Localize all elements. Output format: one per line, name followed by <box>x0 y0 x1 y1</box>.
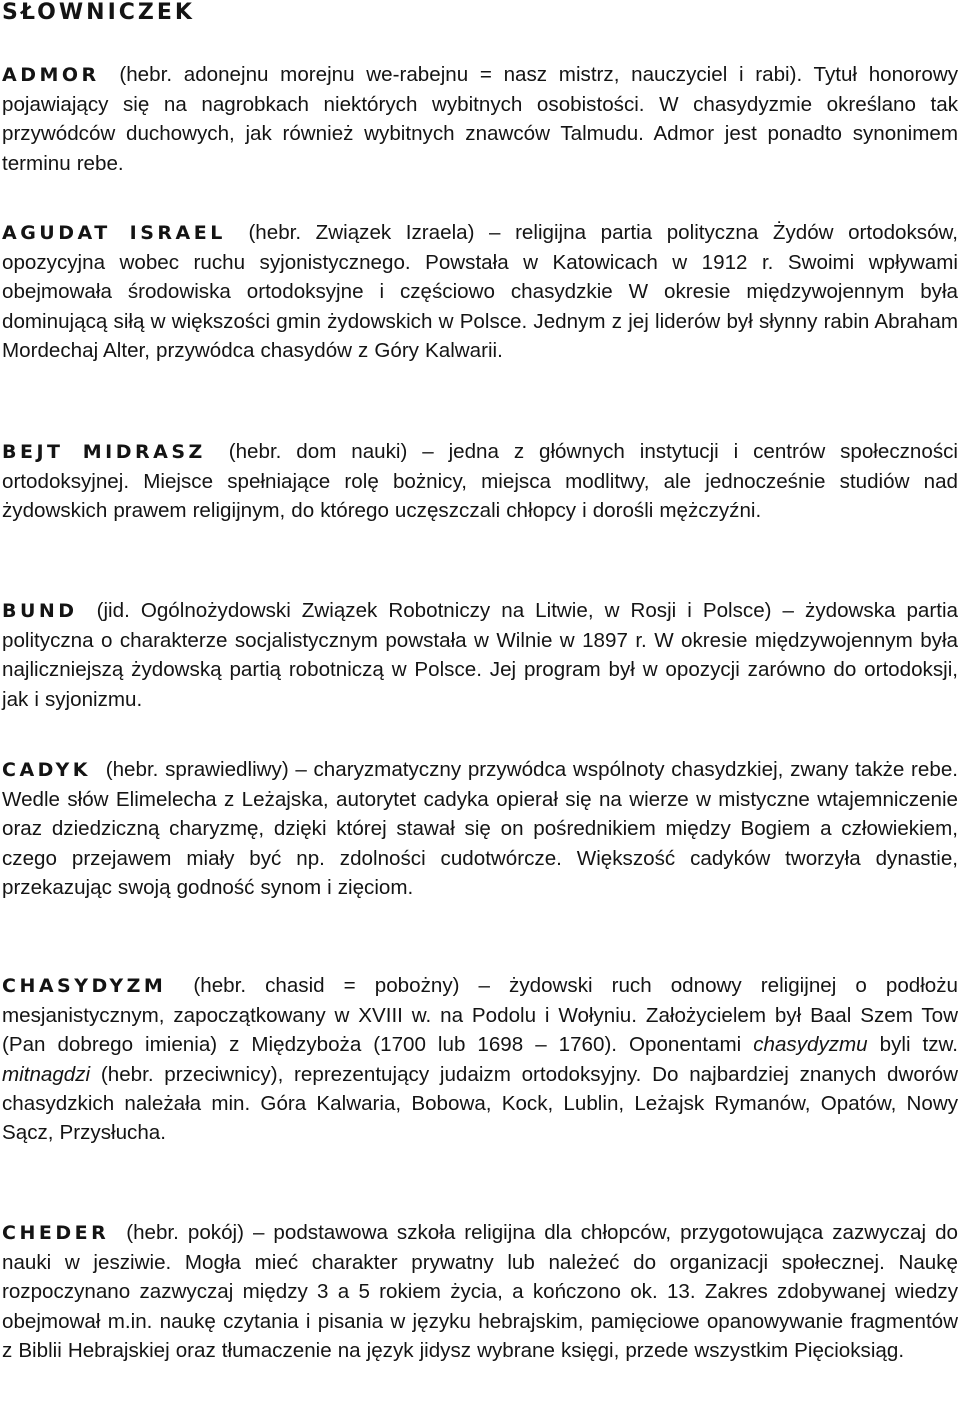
glossary-entry-chasydyzm <box>2 971 958 1147</box>
glossary-italic-term: mitnagdzi <box>2 1062 91 1086</box>
page-title: SŁOWNICZEK <box>2 0 195 25</box>
glossary-term: BEJT MIDRASZ <box>2 441 206 463</box>
glossary-term: CHASYDYZM <box>2 975 167 997</box>
glossary-definition: (hebr. pokój) – podstawowa szkoła religijna dla chłopców, przygotowująca zazwyczaj do nauki w jesziwie. Mogła mieć charakter prywatny lub należeć do organizacji społecznej. Naukę rozpoczynano zazwyczaj między 3 a 5 rokiem życia, a kończono ok. 13. Zakres zdobywanej wiedzy obejmował m.in. naukę czytania i pisania w języku hebrajskim, pamięciowe opanowywanie fragmentów z Biblii Hebrajskiej oraz tłumaczenie na język jidysz wybrane księgi, przede wszystkim Pięcioksiąg. <box>2 1221 958 1362</box>
glossary-italic-term: chasydyzmu <box>753 1033 868 1057</box>
glossary-entry-bejt-midrasz <box>2 437 958 526</box>
glossary-definition-part: byli tzw. <box>879 1033 958 1057</box>
glossary-definition-part: (hebr. chasid = pobożny) – żydowski ruch odnowy religijnej o podłożu mesjanistycznym, zapoczątkowany w XVIII w. na Podolu i Wołyniu. Założycielem był Baal Szem Tow (Pan dobrego imienia) z Międzyboża (1700 lub 1698 – 1760). Oponentami <box>2 974 959 1057</box>
glossary-term: BUND <box>2 600 78 622</box>
glossary-term: CHEDER <box>2 1222 110 1244</box>
glossary-definition: (hebr. sprawiedliwy) – charyzmatyczny przywódca wspólnoty chasydzkiej, zwany także rebe. Wedle słów Elimelecha z Leżajska, autorytet cadyka opierał się na wierze w mistyczne wtajemniczenie oraz dziedziczną charyzmę, dzięki której stawał się on pośrednikiem między Bogiem a człowiekiem, czego przejawem miały być np. zdolności cudotwórcze. Większość cadyków tworzyła dynastie, przekazując swoją godność synom i zięciom. <box>2 758 958 899</box>
glossary-entry-bund <box>2 596 958 714</box>
glossary-entry-cheder <box>2 1218 958 1365</box>
glossary-entry-agudat-israel <box>2 218 958 365</box>
glossary-entry-admor <box>2 60 958 178</box>
glossary-term: CADYK <box>2 759 92 781</box>
glossary-definition: (jid. Ogólnożydowski Związek Robotniczy na Litwie, w Rosji i Polsce) – żydowska partia polityczna o charakterze socjalistycznym powstała w Wilnie w 1897 r. W okresie międzywojennym była najliczniejszą żydowską partią robotniczą w Polsce. Jej program był w opozycji zarówno do ortodoksji, jak i syjonizmu. <box>2 599 958 711</box>
glossary-definition: (hebr. adonejnu morejnu we-rabejnu = nasz mistrz, nauczyciel i rabi). Tytuł honorowy pojawiający się na nagrobkach niektórych wybitnych osobistości. W chasydyzmie określano tak przywódców duchowych, jak również wybitnych znawców Talmudu. Admor jest ponadto synonimem terminu rebe. <box>2 63 958 175</box>
glossary-definition: (hebr. dom nauki) – jedna z głównych instytucji i centrów społeczności ortodoksyjnej. Miejsce spełniające rolę bożnicy, miejsca modlitwy, ale jednocześnie studiów nad żydowskich prawem religijnym, do którego uczęszczali chłopcy i dorośli mężczyźni. <box>2 440 959 523</box>
glossary-entry-cadyk <box>2 755 958 902</box>
glossary-definition-part: (hebr. przeciwnicy), reprezentujący judaizm ortodoksyjny. Do najbardziej znanych dworów chasydzkich należała min. Góra Kalwaria, Bobowa, Kock, Lublin, Leżajsk Rymanów, Opatów, Nowy Sącz, Przysłucha. <box>2 1062 958 1145</box>
glossary-term: ADMOR <box>2 64 100 86</box>
glossary-term: AGUDAT ISRAEL <box>2 222 226 244</box>
glossary-definition: (hebr. Związek Izraela) – religijna partia polityczna Żydów ortodoksów, opozycyjna wobec ruchu syjonistycznego. Powstała w Katowicach w 1912 r. Swoimi wpływami obejmowała środowiska ortodoksyjne i częściowo chasydzkie W okresie międzywojennym była dominującą siłą w większości gmin żydowskich w Polsce. Jednym z jej liderów był słynny rabin Abraham Mordechaj Alter, przywódca chasydów z Góry Kalwarii. <box>2 221 958 362</box>
